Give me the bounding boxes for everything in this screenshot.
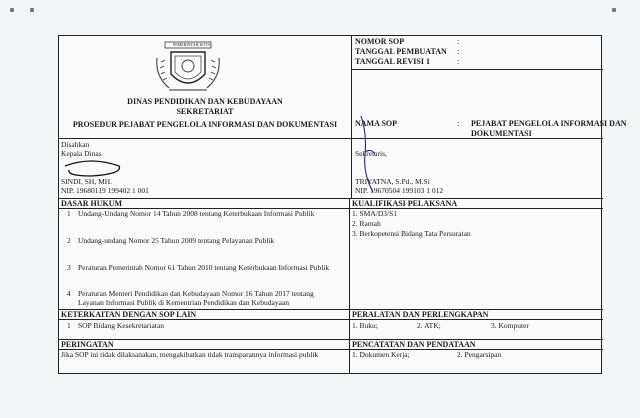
qualifications-heading: KUALIFIKASI PELAKSANA bbox=[352, 199, 458, 208]
records-item: 1. Dokumen Kerja; bbox=[352, 350, 410, 359]
org-name: DINAS PENDIDIKAN DAN KEBUDAYAAN bbox=[127, 97, 283, 106]
government-logo bbox=[149, 40, 227, 94]
related-sop-item: SOP Bidang Kesekretariatan bbox=[78, 321, 164, 330]
legal-item: Undang-undang Nomor 25 Tahun 2009 tentang Pelayanan Publik bbox=[78, 236, 275, 245]
qualification-item: 1. SMA/D3/S1 bbox=[352, 209, 398, 218]
legal-item-num: 4 bbox=[67, 289, 71, 298]
legal-item: Peraturan Menteri Pendidikan dan Kebudayaan Nomor 16 Tahun 2017 tentang bbox=[78, 289, 314, 298]
right-signer-role: Sekretaris, bbox=[355, 149, 387, 158]
warning-heading: PERINGATAN bbox=[61, 340, 114, 349]
related-sop-heading: KETERKAITAN DENGAN SOP LAIN bbox=[61, 310, 197, 319]
sop-name-value: PEJABAT PENGELOLA INFORMASI DAN bbox=[471, 119, 627, 128]
equipment-item: 1. Buku; bbox=[352, 321, 378, 330]
approved-label: Disahkan bbox=[61, 140, 90, 149]
legal-item-num: 2 bbox=[67, 236, 71, 245]
signature-top-divider bbox=[59, 138, 603, 139]
emblem-icon bbox=[149, 40, 227, 94]
created-date-label: TANGGAL PEMBUATAN bbox=[355, 47, 447, 56]
legal-item-cont: Layanan Informasi Publik di Kementrian Pendidikan dan Kebudayaan bbox=[78, 298, 289, 307]
heading-underline bbox=[59, 319, 603, 320]
left-signer-role: Kepala Dinas bbox=[61, 149, 102, 158]
legal-item-num: 3 bbox=[67, 263, 71, 272]
legal-item: Undang-Undang Nomor 14 Tahun 2008 tentang Keterbukaan Informasi Publik bbox=[78, 209, 315, 218]
legal-item: Peraturan Pemerintah Nomor 61 Tahun 2010 tentang Keterbukaan Informasi Publik bbox=[78, 263, 330, 272]
revision-date-colon: : bbox=[457, 57, 460, 66]
records-item: 2. Pengarsipan bbox=[457, 350, 502, 359]
logo-caption: PEMERINTAH KOTA bbox=[173, 42, 211, 47]
page-speck bbox=[30, 8, 34, 12]
equipment-item: 3. Komputer bbox=[491, 321, 529, 330]
section-divider bbox=[59, 339, 603, 340]
right-signer-name: TRIYATNA, S.Pd., M.Si bbox=[355, 177, 430, 186]
page-speck bbox=[10, 8, 14, 12]
legal-item-num: 1 bbox=[67, 209, 71, 218]
sop-name-label: NAMA SOP bbox=[355, 119, 397, 128]
left-signer-name: SINDI, SH, MH. bbox=[61, 177, 113, 186]
revision-date-label: TANGGAL REVISI 1 bbox=[355, 57, 430, 66]
meta-divider bbox=[351, 69, 603, 70]
page-speck bbox=[612, 8, 616, 12]
warning-text: Jika SOP ini tidak dilaksanakan, mengakibatkan tidak transparannya informasi publik bbox=[61, 350, 319, 359]
sop-number-colon: : bbox=[457, 37, 460, 46]
related-sop-num: 1 bbox=[67, 321, 71, 330]
procedure-title: PROSEDUR PEJABAT PENGELOLA INFORMASI DAN DOKUMENTASI bbox=[72, 120, 338, 129]
records-heading: PENCATATAN DAN PENDATAAN bbox=[352, 340, 476, 349]
qualification-item: 2. Ramah bbox=[352, 219, 381, 228]
equipment-heading: PERALATAN DAN PERLENGKAPAN bbox=[352, 310, 489, 319]
sop-number-label: NOMOR SOP bbox=[355, 37, 405, 46]
right-signer-nip: NIP. 19670504 199103 1 012 bbox=[355, 186, 444, 195]
header-divider bbox=[351, 36, 352, 198]
equipment-item: 2. ATK; bbox=[417, 321, 441, 330]
sop-document bbox=[58, 35, 627, 374]
org-unit: SEKRETARIAT bbox=[176, 107, 234, 116]
sop-name-value-2: DOKUMENTASI bbox=[471, 129, 532, 138]
left-signer-nip: NIP. 19680119 199402 1 001 bbox=[61, 186, 149, 195]
section-divider bbox=[59, 198, 603, 199]
created-date-colon: : bbox=[457, 47, 460, 56]
sop-name-colon: : bbox=[457, 119, 460, 128]
lower-column-divider bbox=[349, 198, 350, 373]
legal-basis-heading: DASAR HUKUM bbox=[61, 199, 123, 208]
qualification-item: 3. Berkopetensi Bidang Tata Persuratan bbox=[352, 229, 471, 238]
